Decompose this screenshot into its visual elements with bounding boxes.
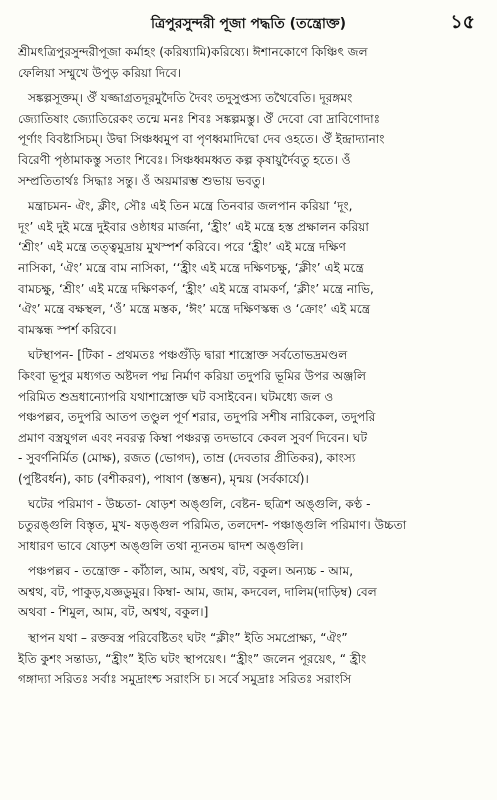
text-line: গঙ্গাদ্যা সরিতঃ সর্বাঃ সমুদ্রাংশ্চ সরাংসি চ। সর্বে সমুদ্রাঃ সরিতঃ সরাংসি	[18, 672, 352, 687]
text-line: বামস্কন্ধ স্পর্শ করিবে।	[18, 322, 117, 337]
text-line: ফেলিয়া সম্মুখে উপুড় করিয়া দিবে।	[18, 65, 182, 80]
text-line: পরিমিত শুভ্রধান্যোপরি যথাশাস্ত্রোক্ত ঘট বসাইবেন। ঘটমধ্যে জল ও	[18, 389, 334, 404]
text-line: বামচক্ষু, ‘শ্রীং’ এই মন্ত্রে দক্ষিণকর্ণ, ‘হ্রীং’ এই মন্ত্রে বামকর্ণ, ‘ক্লীং’ মন্ত্রে নাভি,	[18, 281, 374, 296]
text-line: নাসিকা, ‘ঐং’ মন্ত্রে বাম নাসিকা, ‘‘হ্রীং এই মন্ত্রে দক্ষিণচক্ষু, ‘ক্লীং’ এই মন্ত্রে	[18, 260, 364, 275]
text-line: মন্ত্রাচমন- ঐং, ক্লীং, সৌঃ এই তিন মন্ত্রে তিনবার জলপান করিয়া ‘দূং,	[28, 199, 353, 214]
text-line: ‘ঐং’ মন্ত্রে বক্ষস্থল, ‘ওঁ’ মন্ত্রে মস্তক, ‘ঈং’ মন্ত্রে দক্ষিণস্কন্ধ ও ‘ক্রোং’ এই মন্ত্রে	[18, 302, 371, 317]
paragraph	[18, 88, 481, 191]
text-line: স্থাপন যথা – রক্তবস্ত্র পরিবেষ্টিতং ঘটং “ক্লীং” ইতি সমপ্রোক্ষ্য, “ঐং”	[28, 631, 348, 646]
text-line: (পুষ্টিবর্ধন), কাচ (বশীকরণ), পাষাণ (স্তম্ভন), মৃন্ময় (সর্বকার্যে)।	[18, 471, 309, 486]
text-line: পঞ্চপল্লব, তদুপরি আতপ তণ্ডুল পূর্ণ শরার, তদুপরি সশীষ নারিকেল, তদুপরি	[18, 410, 376, 425]
page-header	[18, 8, 479, 34]
text-line: সাধারণ ভাবে ষোড়শ অঙ্গুলি তথা ন্যূনতম দ্বাদশ অঙ্গুলি।	[18, 538, 304, 553]
text-line: ইতি কুশং সন্তাড্য, “হ্রীং” ইতি ঘটং স্থাপয়েৎ। “হ্রীং” জলেন পূরয়েৎ, “ হ্রীং	[18, 651, 367, 666]
text-line: শ্রীমৎত্রিপুরসুন্দরীপূজা কর্মাহং (করিষ্যামি)করিষ্যে। ঈশানকোণে কিঞ্চিৎ জল	[18, 45, 368, 59]
text-line: বিরেণী পৃষ্ঠামাকস্তু সতাং শিবেঃ। সিঞ্চধ্বমধ্বত কল্প কৃষায়ুর্দৈবতু হতে। ওঁ	[18, 152, 351, 167]
paragraph	[18, 561, 481, 623]
text-line: কিংবা ভূপুর মধ্যগত অষ্টদল পদ্ম নির্মাণ করিয়া তদুপরি ভূমির উপর অঞ্জলি	[18, 368, 366, 383]
paragraph	[18, 42, 481, 83]
text-line: চতুরঙ্গুলি বিস্তৃত, মুখ- ষড়ঙ্গুল পরিমিত, তলদেশ- পঞ্চাঙ্গুলি পরিমাণ। উচ্চতা	[18, 518, 407, 533]
text-line: ঘটের পরিমাণ - উচ্চতা- ষোড়শ অঙ্গুলি, বেষ্টন- ছত্রিশ অঙ্গুলি, কণ্ঠ -	[28, 497, 371, 512]
text-line: প্রমাণ বস্ত্রযুগল এবং নবরত্ন কিম্বা পঞ্চরত্ন তদভাবে কেবল সুবর্ণ দিবেন। ঘট	[18, 430, 368, 445]
text-line: অশ্বথ, বট, পাকুড়,যজ্ঞডুমুর। কিম্বা- আম, জাম, কদবেল, দালিম(দাড়িম্ব) বেল	[18, 584, 377, 599]
text-line: ঘটস্থাপন- [টিকা - প্রথমতঃ পঞ্চগুঁড়ি দ্বারা শাস্ত্রোক্ত সর্বতোভদ্রমণ্ডল	[28, 348, 348, 363]
running-title: ত্রিপুরসুন্দরী পূজা পদ্ধতি (তন্ত্রোক্ত)	[151, 16, 346, 32]
text-line: পূর্ণাং বিবষ্টাসিচম্। উদ্বা সিঞ্চধ্বমুপ বা পৃণধ্বমাদিদ্বো দেব ওহতে। ঔঁ ইন্দ্রাদ্যানাং	[18, 132, 385, 147]
text-line: অথবা - শিমুল, আম, বট, অশ্বথ, বকুল।]	[18, 605, 209, 620]
text-line: - সুবর্ণনির্মিত (মোক্ষ), রজত (ভোগদ), তাম্র (দেবতার প্রীতিকর), কাংস্য	[18, 451, 356, 466]
paragraph	[18, 628, 481, 690]
body-text	[18, 42, 481, 695]
text-line: সঙ্কল্পসূক্তম্। ঔঁ যজ্জাগ্রতদূরমুদৈতি দৈবং তদুসুপ্তস্য তথৈবেতি। দূরঙ্গমং	[28, 91, 353, 106]
paragraph	[18, 345, 481, 489]
text-line: পঞ্চপল্লব - তন্ত্রোক্ত - কাঁঠাল, আম, অশ্বথ, বট, বকুল। অন্যচ্চ - আম,	[28, 564, 354, 579]
text-line: দূং’ এই দুই মন্ত্রে দুইবার ওষ্ঠাধর মার্জনা, ‘হ্রীং’ এই মন্ত্রে হস্ত প্রক্ষালন করিয়া	[18, 219, 369, 234]
text-line: ‘শ্রীং’ এই মন্ত্রে তত্ত্বমুদ্রায় মুখস্পর্শ করিবে। পরে ‘হ্রীং’ এই মন্ত্রে দক্ষিণ	[18, 240, 346, 255]
paragraph	[18, 494, 481, 556]
text-line: সম্প্রতিতার্থঃ সিদ্ধাঃ সন্তু। ওঁ অয়মারম্ভ শুভায় ভবতু।	[18, 173, 266, 188]
paragraph	[18, 196, 481, 340]
page-number: ১৫	[450, 11, 475, 33]
text-line: জ্যোতিষাং জ্যোতিরেকং তন্মে মনঃ শিবঃ সঙ্কল্পমস্তু। ঔঁ দেবো বো দ্রাবিণোদাঃ	[18, 111, 381, 126]
